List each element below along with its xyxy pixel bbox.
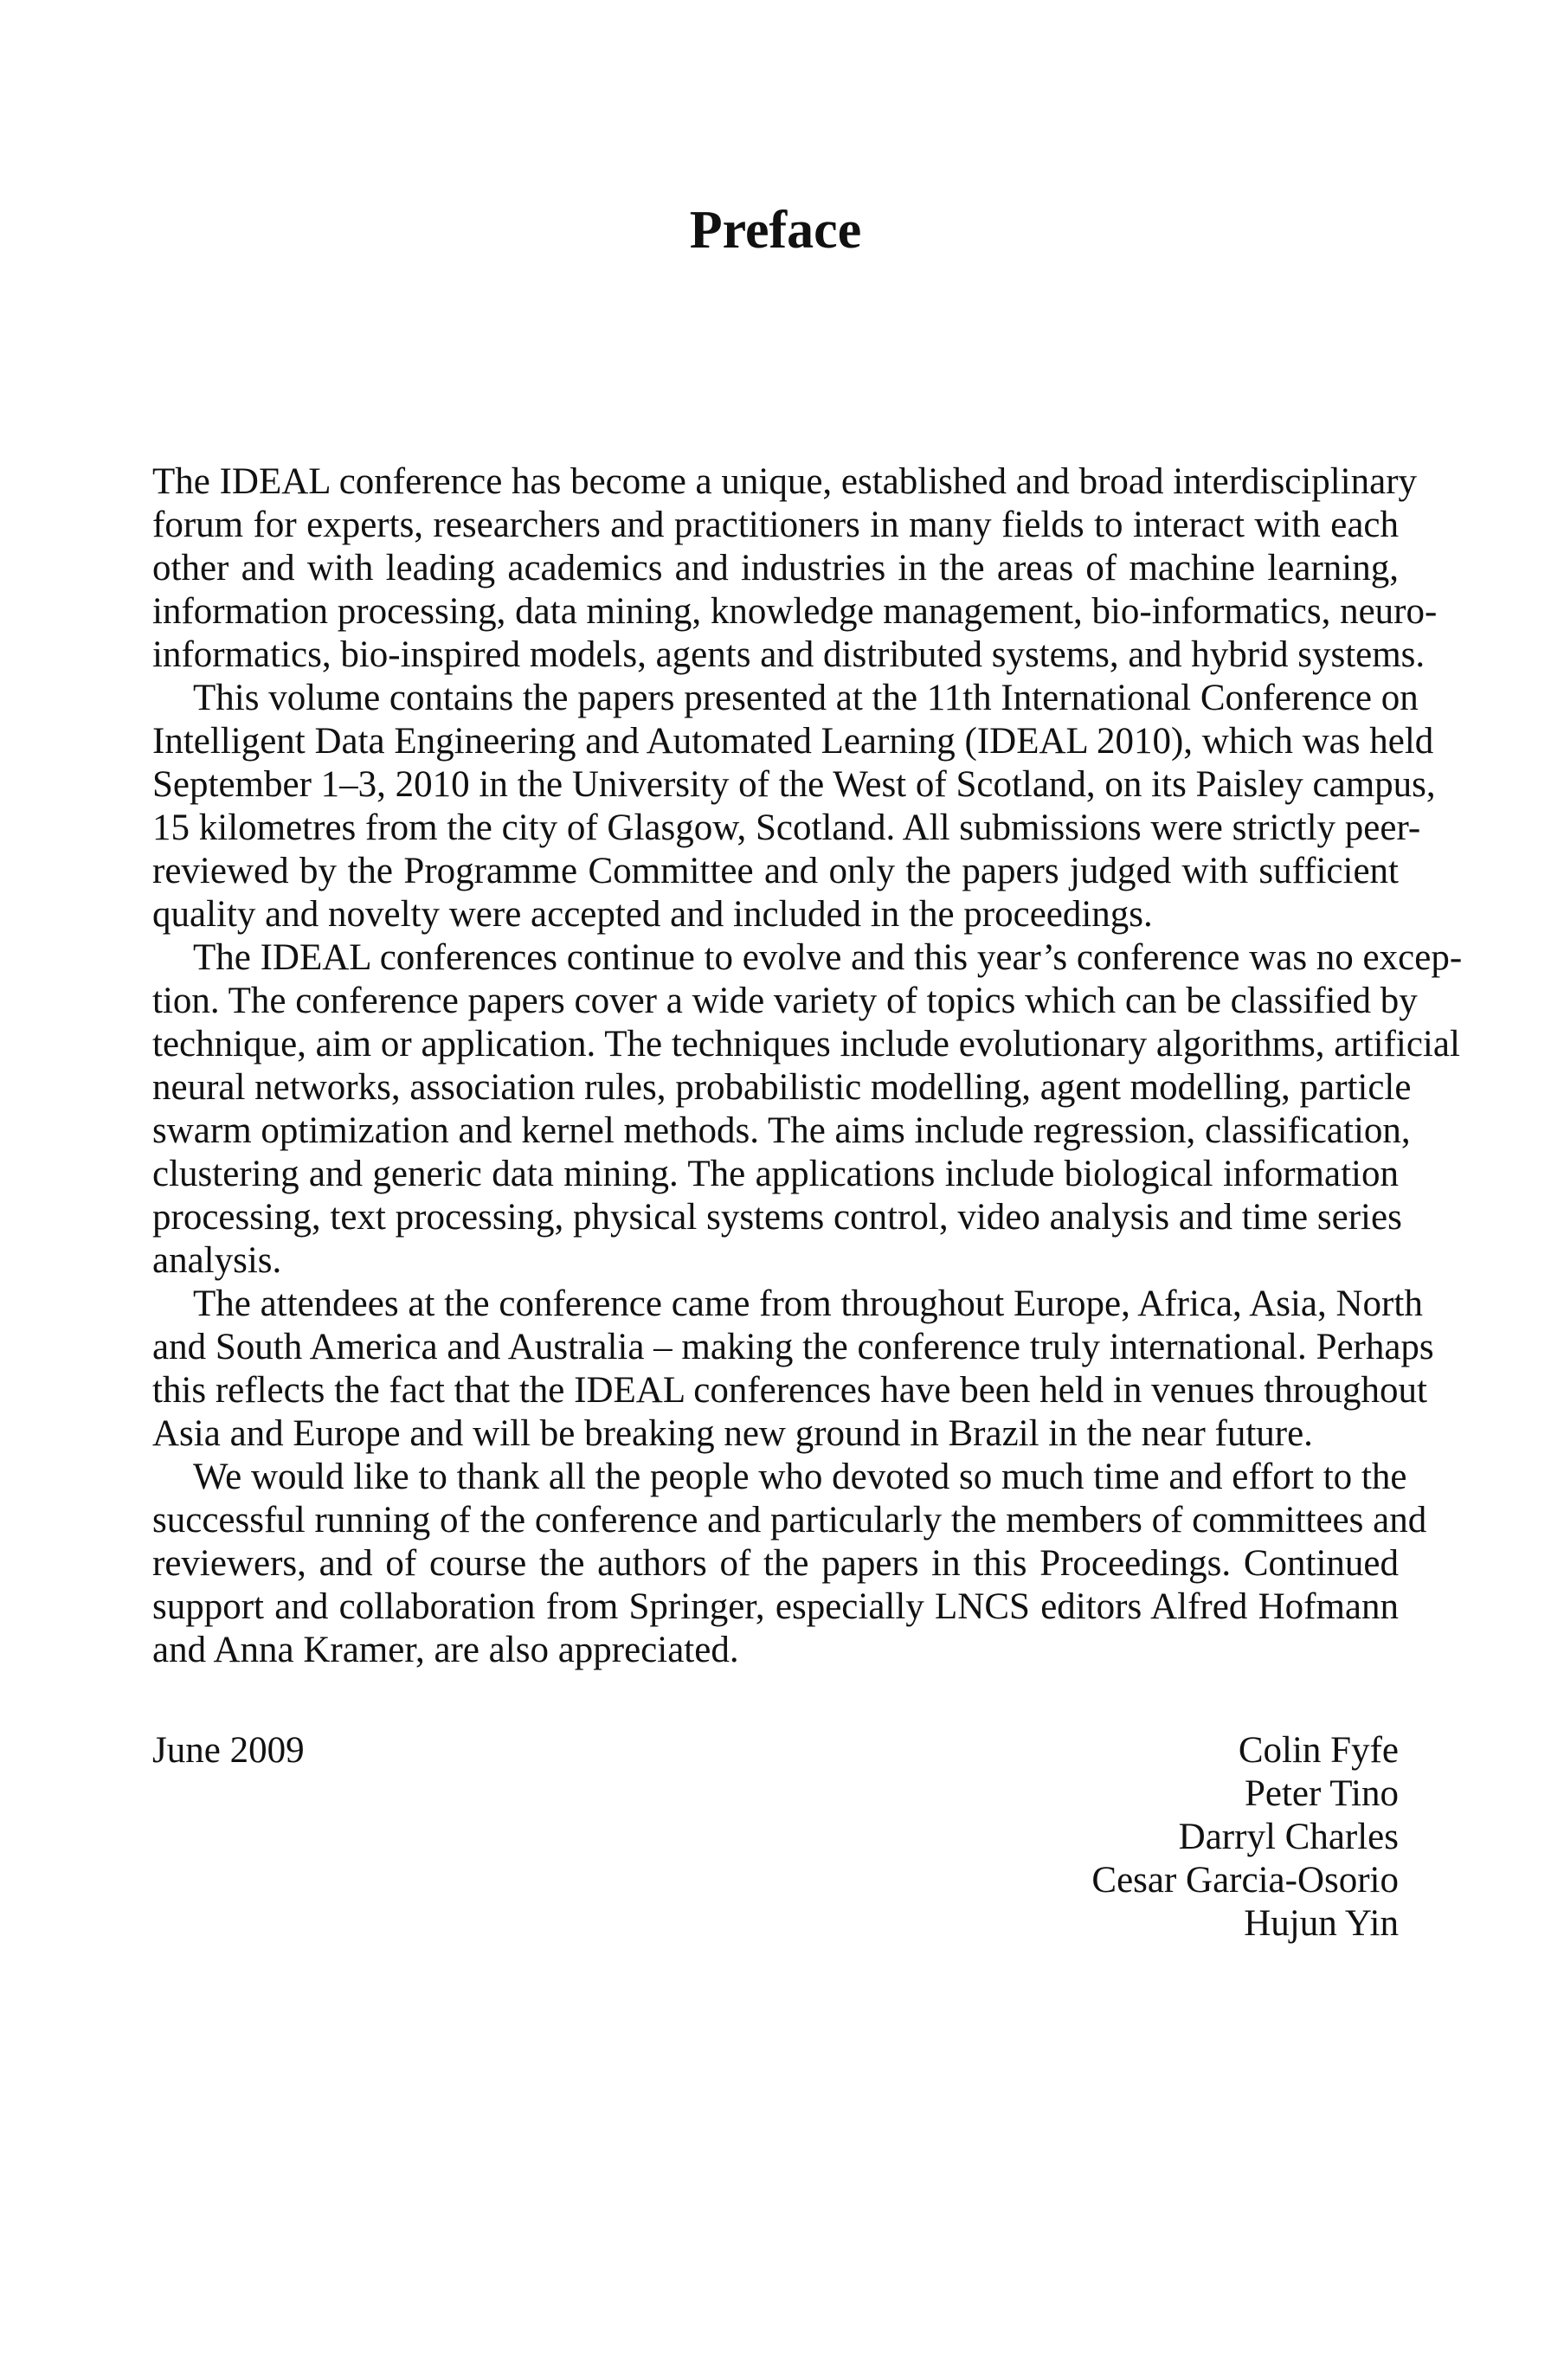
- text-line: clustering and generic data mining. The applications include biological information: [152, 1154, 1399, 1194]
- paragraph: [152, 460, 1438, 677]
- text-line: successful running of the conference and particularly the members of committees and: [152, 1500, 1427, 1541]
- text-line: Intelligent Data Engineering and Automated Learning (IDEAL 2010), which was held: [152, 721, 1434, 762]
- text-line: this reflects the fact that the IDEAL conferences have been held in venues throughout: [152, 1370, 1427, 1411]
- paragraph: [152, 677, 1436, 936]
- text-line: and South America and Australia – making the conference truly international. Perhaps: [152, 1327, 1434, 1367]
- text-line: technique, aim or application. The techniques include evolutionary algorithms, artificial: [152, 1024, 1460, 1065]
- text-line: informatics, bio-inspired models, agents and distributed systems, and hybrid systems.: [152, 634, 1426, 675]
- text-line: September 1–3, 2010 in the University of the West of Scotland, on its Paisley campus,: [152, 764, 1436, 805]
- paragraph: [152, 1283, 1434, 1456]
- text-line: The IDEAL conference has become a unique, established and broad interdisciplinary: [152, 461, 1418, 502]
- author-name: Hujun Yin: [1244, 1903, 1399, 1944]
- text-line: The IDEAL conferences continue to evolve and this year’s conference was no excep-: [193, 937, 1463, 978]
- text-line: and Anna Kramer, are also appreciated.: [152, 1630, 739, 1670]
- author-name: Darryl Charles: [1178, 1817, 1399, 1857]
- paragraph: [152, 1456, 1427, 1672]
- text-line: Asia and Europe and will be breaking new ground in Brazil in the near future.: [152, 1413, 1313, 1454]
- author-name: Peter Tino: [1244, 1773, 1399, 1814]
- text-line: reviewers, and of course the authors of the papers in this Proceedings. Continued: [152, 1543, 1399, 1584]
- text-line: quality and novelty were accepted and included in the proceedings.: [152, 894, 1153, 935]
- text-line: analysis.: [152, 1240, 282, 1281]
- author-list: [1091, 1729, 1399, 1946]
- signature-date: June 2009: [152, 1730, 305, 1771]
- author-name: Colin Fyfe: [1238, 1730, 1399, 1771]
- author-name: Cesar Garcia-Osorio: [1091, 1860, 1399, 1901]
- text-line: reviewed by the Programme Committee and only the papers judged with sufficient: [152, 851, 1399, 891]
- text-line: processing, text processing, physical systems control, video analysis and time series: [152, 1197, 1402, 1238]
- text-line: We would like to thank all the people who devoted so much time and effort to the: [193, 1457, 1407, 1497]
- page-title: Preface: [689, 201, 862, 260]
- text-line: neural networks, association rules, probabilistic modelling, agent modelling, particle: [152, 1067, 1412, 1108]
- text-line: The attendees at the conference came from throughout Europe, Africa, Asia, North: [193, 1283, 1423, 1324]
- text-line: forum for experts, researchers and practitioners in many fields to interact with each: [152, 505, 1399, 545]
- text-line: information processing, data mining, knowledge management, bio-informatics, neuro-: [152, 591, 1438, 632]
- text-line: This volume contains the papers presented at the 11th International Conference on: [193, 678, 1419, 718]
- text-line: swarm optimization and kernel methods. The aims include regression, classification,: [152, 1110, 1411, 1151]
- text-line: 15 kilometres from the city of Glasgow, Scotland. All submissions were strictly peer-: [152, 807, 1421, 848]
- text-line: other and with leading academics and industries in the areas of machine learning,: [152, 548, 1399, 589]
- text-line: tion. The conference papers cover a wide variety of topics which can be classified by: [152, 981, 1418, 1021]
- text-line: support and collaboration from Springer, especially LNCS editors Alfred Hofmann: [152, 1586, 1399, 1627]
- signature-block: [152, 1729, 1399, 1954]
- preface-body: [152, 460, 1463, 1672]
- paragraph: [152, 936, 1463, 1283]
